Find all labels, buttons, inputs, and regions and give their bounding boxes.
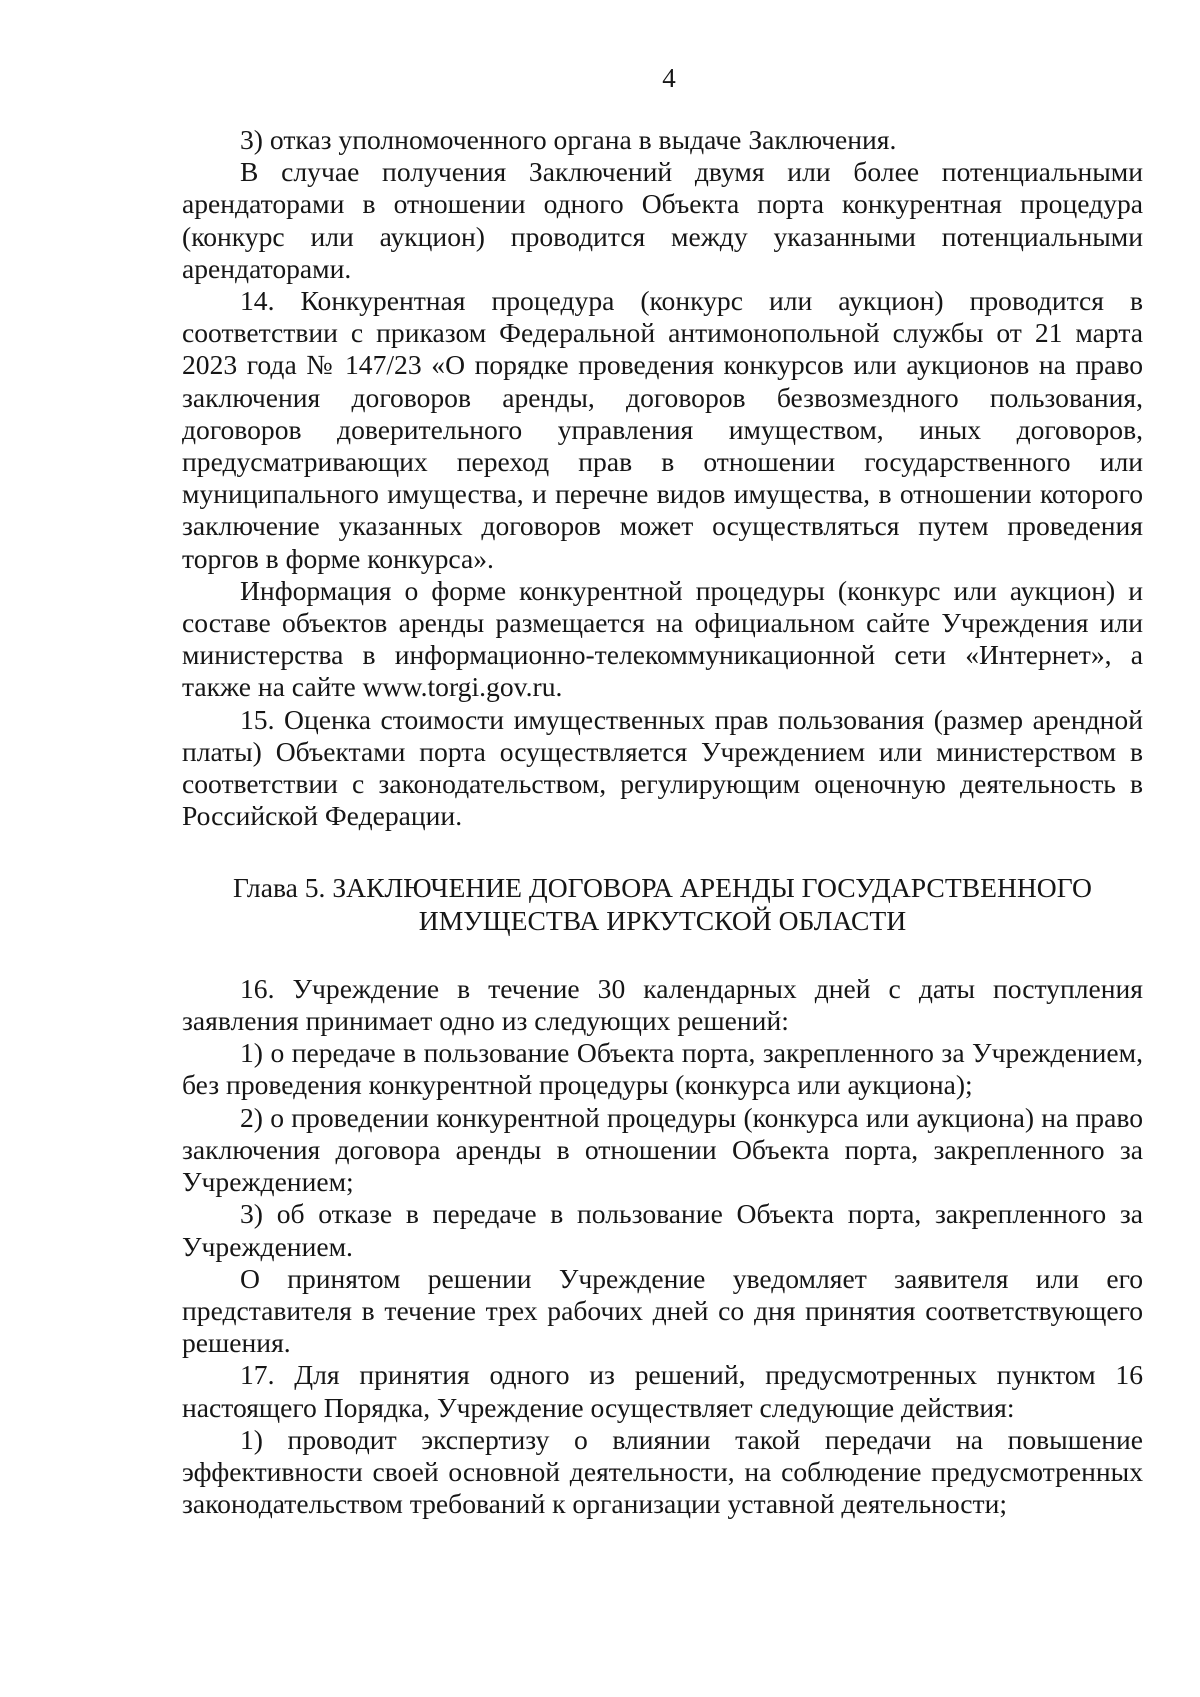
chapter-heading — [182, 872, 1143, 936]
paragraph-multiple-conclusions: В случае получения Заключений двумя или более потенциальными арендаторами в отношении одного Объекта порта конкурентная процедура (конкурс или аукцион) проводится между указанными потенциальными арендаторами. — [182, 156, 1143, 284]
paragraph-procedure-info: Информация о форме конкурентной процедуры (конкурс или аукцион) и составе объектов аренды размещается на официальном сайте Учреждения или министерства в информационно-телекоммуникационной сети «Интернет», а также на сайте www.torgi.gov.ru. — [182, 574, 1143, 703]
paragraph-notification: О принятом решении Учреждение уведомляет заявителя или его представителя в течение трех рабочих дней со дня принятия соответствующего решения. — [182, 1262, 1143, 1359]
paragraph-15: 15. Оценка стоимости имущественных прав пользования (размер арендной платы) Объектами порта осуществляется Учреждением или министерством в соответствии с законодательством, регулирующим оценочную деятельность в Российской Федерации. — [182, 703, 1143, 832]
paragraph-14: 14. Конкурентная процедура (конкурс или аукцион) проводится в соответствии с приказом Федеральной антимонопольной службы от 21 марта 2023 года № 147/23 «О порядке проведения конкурсов или аукционов на право заключения договоров аренды, договоров безвозмездного пользования, договоров доверительного управления имуществом, иных договоров, предусматривающих переход прав в отношении государственного или муниципального имущества, и перечне видов имущества, в отношении которого заключение указанных договоров может осуществляться путем проведения торгов в форме конкурса». — [182, 285, 1143, 574]
paragraph-item-3-refusal: 3) отказ уполномоченного органа в выдаче Заключения. — [240, 124, 897, 155]
paragraph-16-item-3: 3) об отказе в передаче в пользование Объекта порта, закрепленного за Учреждением. — [182, 1198, 1143, 1262]
chapter-heading-line-2: ИМУЩЕСТВА ИРКУТСКОЙ ОБЛАСТИ — [418, 904, 907, 936]
chapter-heading-line-1: Глава 5. ЗАКЛЮЧЕНИЕ ДОГОВОРА АРЕНДЫ ГОСУДАРСТВЕННОГО — [233, 872, 1092, 904]
paragraph-17-item-1: 1) проводит экспертизу о влиянии такой передачи на повышение эффективности своей основной деятельности, на соблюдение предусмотренных законодательством требований к организации уставной деятельности; — [182, 1423, 1143, 1520]
page-number: 4 — [662, 63, 676, 93]
paragraph-16-item-1: 1) о передаче в пользование Объекта порта, закрепленного за Учреждением, без проведения конкурентной процедуры (конкурса или аукциона); — [182, 1037, 1143, 1101]
paragraph-16: 16. Учреждение в течение 30 календарных дней с даты поступления заявления принимает одно из следующих решений: — [182, 972, 1143, 1037]
paragraph-16-item-2: 2) о проведении конкурентной процедуры (конкурса или аукциона) на право заключения договора аренды в отношении Объекта порта, закрепленного за Учреждением; — [182, 1101, 1143, 1198]
paragraph-17: 17. Для принятия одного из решений, предусмотренных пунктом 16 настоящего Порядка, Учреждение осуществляет следующие действия: — [182, 1359, 1143, 1423]
document-body — [182, 124, 1143, 1520]
